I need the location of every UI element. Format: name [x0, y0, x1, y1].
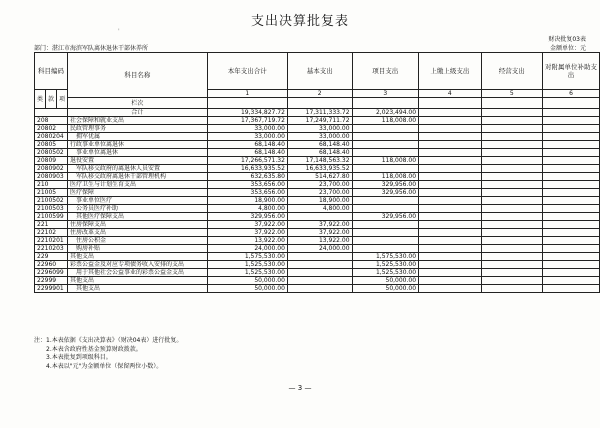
- row-empty-cell: [481, 285, 542, 293]
- row-empty-cell: [481, 269, 542, 277]
- row-empty-cell: [481, 157, 542, 165]
- row-project: 118,008.00: [352, 117, 419, 125]
- row-basic: [287, 285, 352, 293]
- table-row: [35, 189, 600, 197]
- row-empty-cell: [419, 125, 482, 133]
- row-empty-cell: [419, 181, 482, 189]
- row-empty-cell: [419, 213, 482, 221]
- row-project: 50,000.00: [352, 285, 419, 293]
- header-code: 科目编码: [35, 53, 68, 90]
- row-total: 33,000.00: [207, 125, 287, 133]
- row-name: 医疗保障: [68, 189, 208, 197]
- row-name: 拥军优属: [68, 133, 208, 141]
- row-total: 18,900.00: [207, 197, 287, 205]
- row-project: 1,575,530.00: [352, 253, 419, 261]
- row-empty-cell: [481, 181, 542, 189]
- header-basic: 基本支出: [287, 53, 352, 90]
- form-number: 财决批复03表: [548, 36, 586, 43]
- row-code: 2080902: [35, 165, 68, 173]
- department-label: 部门：湛江市海滨军队离休退休干部休养所: [34, 45, 149, 52]
- row-empty-cell: [481, 149, 542, 157]
- row-basic: 24,000.00: [287, 245, 352, 253]
- table-row: [35, 285, 600, 293]
- table-row: [35, 165, 600, 173]
- row-empty-cell: [481, 173, 542, 181]
- row-code: 2100503: [35, 205, 68, 213]
- table-row: [35, 277, 600, 285]
- col-num-1: 1: [207, 90, 287, 98]
- row-code: 2080903: [35, 173, 68, 181]
- row-project: 118,008.00: [352, 157, 419, 165]
- row-code: [35, 109, 68, 117]
- row-empty-cell: [419, 173, 482, 181]
- row-code: 2210203: [35, 245, 68, 253]
- row-code: 2080204: [35, 133, 68, 141]
- row-empty-cell: [419, 165, 482, 173]
- row-code: 2210201: [35, 237, 68, 245]
- row-basic: 16,633,935.52: [287, 165, 352, 173]
- note-2: 2.本表含政府性基金预算财政拨款。: [34, 345, 142, 353]
- row-code: 22960: [35, 261, 68, 269]
- table-row: [35, 141, 600, 149]
- table-row: [35, 197, 600, 205]
- table-row: [35, 253, 600, 261]
- header-subsidy: 对附属单位补助支出: [542, 53, 599, 90]
- row-basic: 13,922.00: [287, 237, 352, 245]
- row-empty-cell: [481, 253, 542, 261]
- row-name: 购房补贴: [68, 245, 208, 253]
- row-empty-cell: [542, 157, 599, 165]
- row-empty-cell: [542, 109, 599, 117]
- header-row: [35, 53, 600, 90]
- row-name: 军队移交政府的离退休人员安置: [68, 165, 208, 173]
- row-project: [352, 141, 419, 149]
- row-name: 合计: [68, 109, 208, 117]
- row-basic: [287, 277, 352, 285]
- row-empty-cell: [542, 125, 599, 133]
- row-empty-cell: [542, 221, 599, 229]
- row-empty-cell: [542, 245, 599, 253]
- row-empty-cell: [419, 189, 482, 197]
- row-empty-cell: [481, 117, 542, 125]
- row-name: 彩票公益金及对应专项债务收入安排的支出: [68, 261, 208, 269]
- note-1: 注：1.本表依据《支出决算表》（财决04表）进行批复。: [34, 337, 183, 344]
- row-total: 24,000.00: [207, 245, 287, 253]
- row-project: 118,008.00: [352, 173, 419, 181]
- header-business: 经营支出: [481, 53, 542, 90]
- row-empty-cell: [542, 229, 599, 237]
- page-number: — 3 —: [288, 384, 312, 392]
- row-empty-cell: [419, 197, 482, 205]
- row-code: 208: [35, 117, 68, 125]
- row-total: 37,922.00: [207, 229, 287, 237]
- page-title: 支出决算批复表: [250, 14, 349, 29]
- note-4: 4.本表以"元"为金额单位（保留两位小数）。: [34, 362, 163, 370]
- row-basic: 23,700.00: [287, 189, 352, 197]
- row-empty-cell: [419, 141, 482, 149]
- row-project: 50,000.00: [352, 277, 419, 285]
- table-row: [35, 117, 600, 125]
- row-empty-cell: [542, 133, 599, 141]
- row-basic: 68,148.40: [287, 141, 352, 149]
- row-empty-cell: [542, 277, 599, 285]
- table-row: [35, 221, 600, 229]
- row-basic: 17,311,333.72: [287, 109, 352, 117]
- row-empty-cell: [481, 189, 542, 197]
- row-name: 住房保障支出: [68, 221, 208, 229]
- row-empty-cell: [419, 261, 482, 269]
- row-empty-cell: [542, 197, 599, 205]
- row-empty-cell: [419, 237, 482, 245]
- row-name: 住房公积金: [68, 237, 208, 245]
- row-total: 1,575,530.00: [207, 253, 287, 261]
- row-empty-cell: [481, 141, 542, 149]
- row-empty-cell: [481, 277, 542, 285]
- row-empty-cell: [481, 125, 542, 133]
- row-empty-cell: [481, 221, 542, 229]
- row-basic: 18,900.00: [287, 197, 352, 205]
- table-row: [35, 125, 600, 133]
- row-empty-cell: [542, 269, 599, 277]
- row-code: 20805: [35, 141, 68, 149]
- row-empty-cell: [481, 197, 542, 205]
- row-code: 20802: [35, 125, 68, 133]
- note-3: 3.本表批复到项级科目。: [34, 354, 112, 362]
- row-project: [352, 165, 419, 173]
- row-empty-cell: [481, 165, 542, 173]
- row-empty-cell: [419, 285, 482, 293]
- header-total: 本年支出合计: [207, 53, 287, 90]
- row-empty-cell: [419, 269, 482, 277]
- row-basic: 17,249,711.72: [287, 117, 352, 125]
- row-empty-cell: [419, 205, 482, 213]
- table-row: [35, 157, 600, 165]
- row-project: 1,525,530.00: [352, 261, 419, 269]
- row-name: 其他支出: [68, 253, 208, 261]
- row-basic: 37,922.00: [287, 221, 352, 229]
- table-row: [35, 213, 600, 221]
- row-empty-cell: [419, 149, 482, 157]
- row-code: 22999: [35, 277, 68, 285]
- row-code: 20809: [35, 157, 68, 165]
- row-empty-cell: [481, 213, 542, 221]
- row-total: 13,922.00: [207, 237, 287, 245]
- table-row: [35, 237, 600, 245]
- row-basic: 514,627.80: [287, 173, 352, 181]
- row-total: 17,367,719.72: [207, 117, 287, 125]
- table-row: [35, 109, 600, 117]
- row-name: 其他支出: [68, 277, 208, 285]
- footnotes: [34, 337, 182, 371]
- row-basic: [287, 261, 352, 269]
- col-num-4: 4: [419, 90, 482, 98]
- row-empty-cell: [419, 277, 482, 285]
- row-code: 2299901: [35, 285, 68, 293]
- row-total: 632,635.80: [207, 173, 287, 181]
- row-empty-cell: [419, 253, 482, 261]
- row-empty-cell: [542, 173, 599, 181]
- header-project: 项目支出: [352, 53, 419, 90]
- expenditure-table: [34, 52, 600, 293]
- row-code: 22102: [35, 229, 68, 237]
- row-name: 用于其他社会公益事业的彩票公益金支出: [68, 269, 208, 277]
- row-total: 68,148.40: [207, 141, 287, 149]
- header-item: 款: [46, 90, 57, 109]
- row-basic: 4,800.00: [287, 205, 352, 213]
- row-project: [352, 237, 419, 245]
- scan-mark: ': [118, 28, 120, 35]
- table-row: [35, 261, 600, 269]
- table-row: [35, 229, 600, 237]
- row-basic: 33,000.00: [287, 125, 352, 133]
- row-basic: [287, 253, 352, 261]
- col-num-2: 2: [287, 90, 352, 98]
- row-basic: [287, 213, 352, 221]
- row-name: 退役安置: [68, 157, 208, 165]
- row-project: [352, 205, 419, 213]
- row-empty-cell: [542, 149, 599, 157]
- row-project: [352, 125, 419, 133]
- col-num-5: 5: [481, 90, 542, 98]
- row-empty-cell: [419, 229, 482, 237]
- row-empty-cell: [419, 117, 482, 125]
- row-total: 353,656.00: [207, 189, 287, 197]
- table-row: [35, 269, 600, 277]
- table-row: [35, 133, 600, 141]
- row-empty-cell: [481, 205, 542, 213]
- row-empty-cell: [481, 109, 542, 117]
- row-name: 事业单位离退休: [68, 149, 208, 157]
- row-empty-cell: [419, 133, 482, 141]
- row-name: 民政管理事务: [68, 125, 208, 133]
- row-code: 229: [35, 253, 68, 261]
- row-name: 医疗卫生与计划生育支出: [68, 181, 208, 189]
- row-name: 军队移交政府离退休干部管理机构: [68, 173, 208, 181]
- row-empty-cell: [542, 165, 599, 173]
- col-num-6: 6: [542, 90, 599, 98]
- row-empty-cell: [542, 213, 599, 221]
- col-label-row: [35, 98, 600, 109]
- row-empty-cell: [542, 237, 599, 245]
- row-basic: 23,700.00: [287, 181, 352, 189]
- header-kind: 类: [35, 90, 46, 109]
- row-project: [352, 229, 419, 237]
- table-row: [35, 149, 600, 157]
- row-code: 2100502: [35, 197, 68, 205]
- row-name: 住房改革支出: [68, 229, 208, 237]
- row-project: [352, 221, 419, 229]
- row-total: 329,956.00: [207, 213, 287, 221]
- row-basic: 17,148,563.32: [287, 157, 352, 165]
- row-name: 事业单位医疗: [68, 197, 208, 205]
- row-total: 353,656.00: [207, 181, 287, 189]
- amount-unit: 金额单位：元: [549, 45, 586, 52]
- row-empty-cell: [542, 141, 599, 149]
- row-empty-cell: [419, 221, 482, 229]
- row-total: 4,800.00: [207, 205, 287, 213]
- row-project: [352, 149, 419, 157]
- row-empty-cell: [481, 133, 542, 141]
- row-empty-cell: [419, 157, 482, 165]
- row-total: 1,525,530.00: [207, 261, 287, 269]
- row-empty-cell: [419, 109, 482, 117]
- row-empty-cell: [419, 245, 482, 253]
- row-name: 其他支出: [68, 285, 208, 293]
- row-project: [352, 245, 419, 253]
- row-empty-cell: [542, 205, 599, 213]
- row-empty-cell: [542, 181, 599, 189]
- header-sub: 项: [57, 90, 68, 109]
- row-empty-cell: [542, 117, 599, 125]
- row-total: 1,525,530.00: [207, 269, 287, 277]
- row-code: 2100599: [35, 213, 68, 221]
- row-name: 社会保障和就业支出: [68, 117, 208, 125]
- header-name: 科目名称: [68, 53, 208, 98]
- col-label: 栏次: [68, 98, 208, 109]
- row-total: 19,334,827.72: [207, 109, 287, 117]
- row-total: 50,000.00: [207, 277, 287, 285]
- row-empty-cell: [481, 245, 542, 253]
- row-empty-cell: [542, 285, 599, 293]
- row-empty-cell: [542, 261, 599, 269]
- header-upper: 上缴上级支出: [419, 53, 482, 90]
- row-empty-cell: [481, 237, 542, 245]
- row-empty-cell: [481, 229, 542, 237]
- row-basic: 37,922.00: [287, 229, 352, 237]
- table-row: [35, 181, 600, 189]
- table-row: [35, 173, 600, 181]
- row-code: 2296099: [35, 269, 68, 277]
- row-total: 37,922.00: [207, 221, 287, 229]
- row-empty-cell: [481, 261, 542, 269]
- row-empty-cell: [542, 189, 599, 197]
- row-empty-cell: [542, 253, 599, 261]
- row-code: 21005: [35, 189, 68, 197]
- row-project: 1,525,530.00: [352, 269, 419, 277]
- row-project: 329,956.00: [352, 181, 419, 189]
- row-total: 50,000.00: [207, 285, 287, 293]
- row-name: 公务员医疗补助: [68, 205, 208, 213]
- col-num-3: 3: [352, 90, 419, 98]
- row-code: 221: [35, 221, 68, 229]
- row-total: 33,000.00: [207, 133, 287, 141]
- row-basic: 68,148.40: [287, 149, 352, 157]
- table-row: [35, 245, 600, 253]
- row-total: 16,633,935.52: [207, 165, 287, 173]
- row-project: 329,956.00: [352, 189, 419, 197]
- row-name: 行政事业单位离退休: [68, 141, 208, 149]
- row-name: 其他医疗保障支出: [68, 213, 208, 221]
- row-code: 2080502: [35, 149, 68, 157]
- table-row: [35, 205, 600, 213]
- row-total: 17,266,571.32: [207, 157, 287, 165]
- row-basic: 33,000.00: [287, 133, 352, 141]
- row-code: 210: [35, 181, 68, 189]
- row-project: 329,956.00: [352, 213, 419, 221]
- row-total: 68,148.40: [207, 149, 287, 157]
- row-project: [352, 197, 419, 205]
- row-basic: [287, 269, 352, 277]
- row-project: 2,023,494.00: [352, 109, 419, 117]
- row-project: [352, 133, 419, 141]
